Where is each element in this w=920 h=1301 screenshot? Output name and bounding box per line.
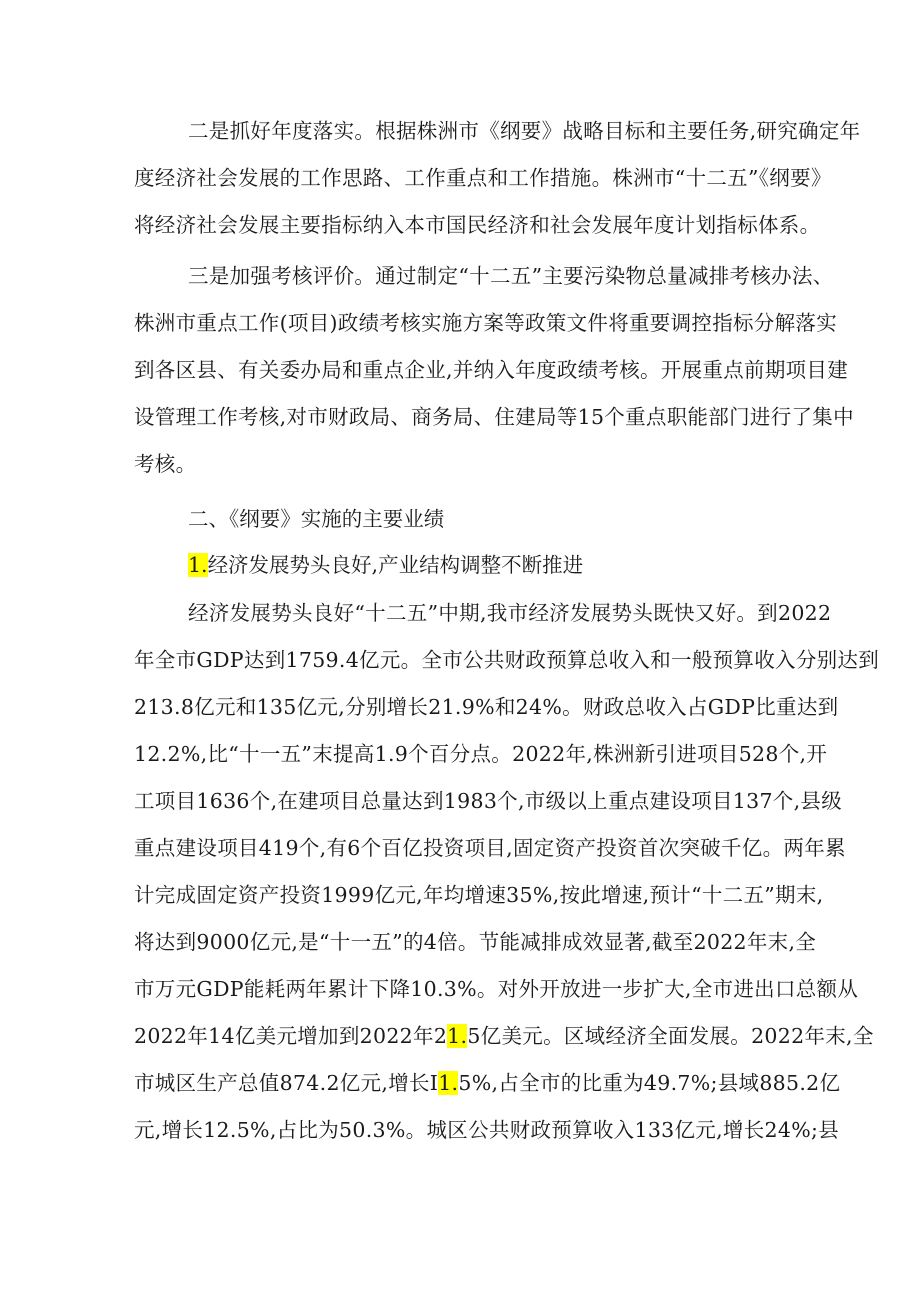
paragraph-economic-performance <box>134 590 880 1154</box>
highlighted-text: 1. <box>447 1024 468 1048</box>
paragraph-line: 12.2%,比“十一五”末提高1.9个百分点。2022年,株洲新引进项目528个,开 <box>134 742 828 766</box>
paragraph-line: 213.8亿元和135亿元,分别增长21.9%和24%。财政总收入占GDP比重达到 <box>134 695 839 719</box>
line-text: 2022年14亿美元增加到2022年2 <box>134 1024 448 1048</box>
paragraph-line: 度经济社会发展的工作思路、工作重点和工作措施。株洲市“十二五”《纲要》 <box>134 166 832 190</box>
paragraph-assessment <box>134 253 854 488</box>
paragraph-line: 计完成固定资产投资1999亿元,年均增速35%,按此增速,预计“十二五”期末, <box>134 883 824 907</box>
paragraph-line <box>134 1013 874 1060</box>
highlighted-text: 1. <box>438 1071 459 1095</box>
line-text: 5%,占全市的比重为49.7%;县域885.2亿 <box>458 1071 841 1095</box>
paragraph-line: 到各区县、有关委办局和重点企业,并纳入年度政绩考核。开展重点前期项目建 <box>134 358 849 382</box>
paragraph-line: 重点建设项目419个,有6个百亿投资项目,固定资产投资首次突破千亿。两年累 <box>134 836 846 860</box>
paragraph-line: 考核。 <box>134 452 197 476</box>
paragraph-line: 元,增长12.5%,占比为50.3%。城区公共财政预算收入133亿元,增长24%;县 <box>134 1118 839 1142</box>
paragraph-line: 将达到9000亿元,是“十一五”的4倍。节能减排成效显著,截至2022年末,全 <box>134 930 817 954</box>
paragraph-line: 设管理工作考核,对市财政局、商务局、住建局等15个重点职能部门进行了集中 <box>134 405 854 429</box>
subheading-number: 1. <box>188 553 208 577</box>
subheading <box>188 542 583 589</box>
paragraph-line: 二是抓好年度落实。根据株洲市《纲要》战略目标和主要任务,研究确定年 <box>188 119 861 143</box>
paragraph-line <box>134 1060 841 1107</box>
paragraph-line: 三是加强考核评价。通过制定“十二五”主要污染物总量减排考核办法、 <box>188 264 834 288</box>
paragraph-line: 年全市GDP达到1759.4亿元。全市公共财政预算总收入和一般预算收入分别达到 <box>134 648 880 672</box>
section-heading: 二、《纲要》实施的主要业绩 <box>188 507 445 531</box>
line-text: 市城区生产总值874.2亿元,增长I <box>134 1071 439 1095</box>
paragraph-line: 市万元GDP能耗两年累计下降10.3%。对外开放进一步扩大,全市进出口总额从 <box>134 977 859 1001</box>
paragraph-line: 工项目1636个,在建项目总量达到1983个,市级以上重点建设项目137个,县级 <box>134 789 843 813</box>
paragraph-line: 经济发展势头良好“十二五”中期,我市经济发展势头既快又好。到2022 <box>188 601 832 625</box>
subheading-text: 经济发展势头良好,产业结构调整不断推进 <box>207 553 584 577</box>
line-text: 5亿美元。区域经济全面发展。2022年末,全 <box>467 1024 874 1048</box>
paragraph-annual-implementation <box>134 108 861 249</box>
paragraph-line: 株洲市重点工作(项目)政绩考核实施方案等政策文件将重要调控指标分解落实 <box>134 311 837 335</box>
paragraph-line: 将经济社会发展主要指标纳入本市国民经济和社会发展年度计划指标体系。 <box>134 213 821 237</box>
